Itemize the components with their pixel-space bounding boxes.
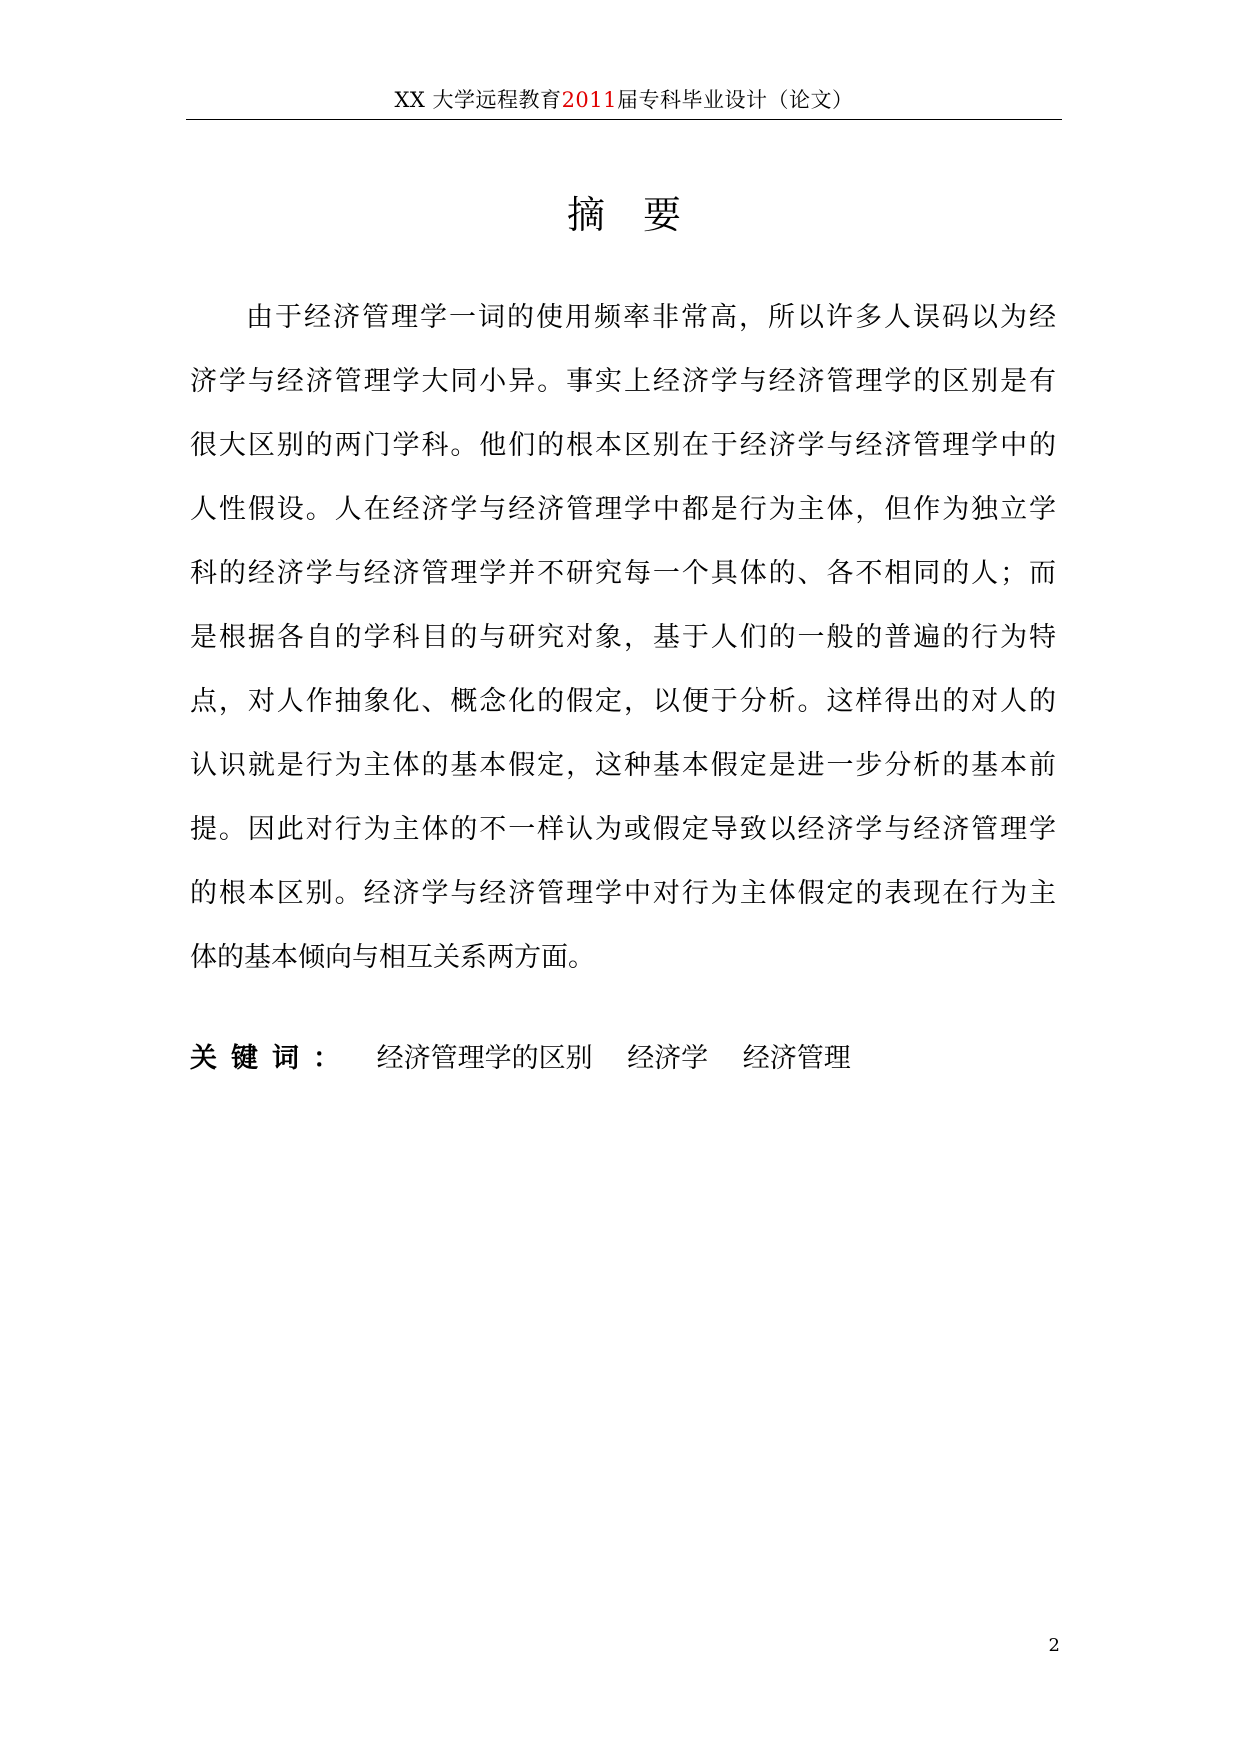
abstract-line: 很大区别的两门学科。他们的根本区别在于经济学与经济管理学中的 [190, 430, 1056, 461]
abstract-line: 体的基本倾向与相互关系两方面。 [190, 942, 595, 973]
keywords-row [190, 1035, 877, 1083]
header-suffix: 届专科毕业设计（论文） [617, 88, 854, 112]
abstract-line: 的根本区别。经济学与经济管理学中对行为主体假定的表现在行为主 [190, 878, 1056, 909]
header-prefix: XX 大学远程教育 [394, 88, 562, 112]
keywords-label: 关键词： [190, 1043, 354, 1074]
running-header [186, 86, 1062, 114]
abstract-title: 摘 要 [566, 193, 681, 237]
header-rule [186, 119, 1062, 120]
abstract-line: 点，对人作抽象化、概念化的假定，以便于分析。这样得出的对人的 [190, 686, 1056, 717]
abstract-line: 科的经济学与经济管理学并不研究每一个具体的、各不相同的人；而 [190, 558, 1056, 589]
keyword-item: 经济管理 [742, 1043, 851, 1074]
abstract-line: 认识就是行为主体的基本假定，这种基本假定是进一步分析的基本前 [190, 750, 1056, 781]
abstract-line: 人性假设。人在经济学与经济管理学中都是行为主体，但作为独立学 [190, 494, 1056, 525]
keyword-item: 经济管理学的区别 [376, 1043, 593, 1074]
abstract-line: 济学与经济管理学大同小异。事实上经济学与经济管理学的区别是有 [190, 366, 1056, 397]
header-year: 2011 [561, 88, 618, 112]
abstract-line: 提。因此对行为主体的不一样认为或假定导致以经济学与经济管理学 [190, 814, 1056, 845]
abstract-line: 由于经济管理学一词的使用频率非常高，所以许多人误码以为经 [246, 302, 1056, 333]
keyword-item: 经济学 [627, 1043, 709, 1074]
page-number: 2 [1048, 1635, 1060, 1656]
abstract-line: 是根据各自的学科目的与研究对象，基于人们的一般的普遍的行为特 [190, 622, 1056, 653]
abstract-body [190, 286, 1056, 990]
